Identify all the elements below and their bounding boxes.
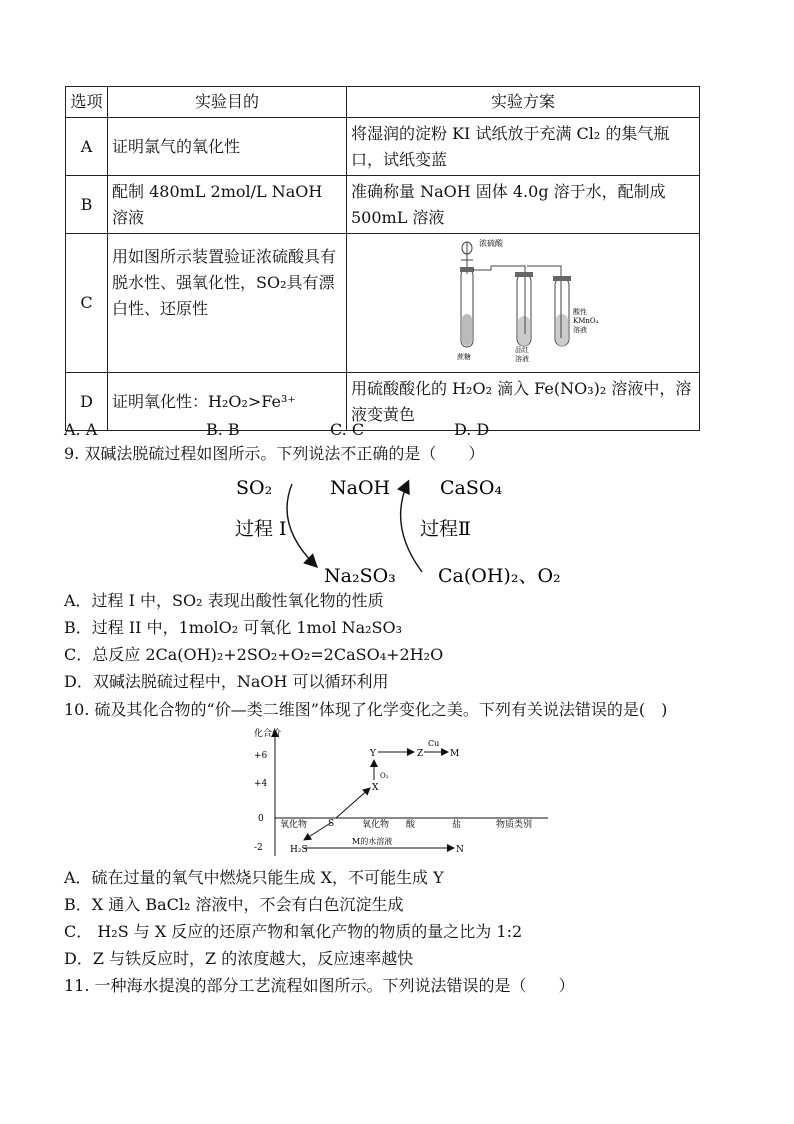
q8-table: [65, 86, 700, 431]
q10-option-b[interactable]: B．X 通入 BaCl₂ 溶液中，不会有白色沉淀生成: [64, 895, 404, 914]
arrow-process-2: [401, 482, 422, 572]
label-pin1: 品红: [515, 346, 529, 354]
q9-option-d[interactable]: D．双碱法脱硫过程中，NaOH 可以循环利用: [64, 672, 389, 691]
point-m: M: [450, 749, 460, 759]
q9-cycle-diagram: [220, 466, 590, 590]
node-naoh: NaOH: [330, 477, 391, 499]
q11-stem: 11. 一种海水提溴的部分工艺流程如图所示。下列说法错误的是（ ）: [64, 976, 575, 995]
node-caoh2: Ca(OH)₂、O₂: [438, 565, 561, 587]
q8-answer-options: [64, 419, 489, 441]
arrow-process-1: [287, 484, 316, 566]
point-h2s: H₂S: [290, 845, 308, 855]
header-plan: 实验方案: [347, 87, 700, 118]
table-row: [66, 176, 700, 234]
label-kmno4-3: 溶液: [573, 326, 587, 334]
q10-option-a[interactable]: A．硫在过量的氧气中燃烧只能生成 X，不可能生成 Y: [64, 868, 444, 887]
y-tick: -2: [254, 843, 263, 853]
point-s: S: [328, 819, 335, 829]
label-kmno4-2: KMnO₄: [573, 317, 599, 325]
y-axis-label: 化合价: [254, 729, 282, 739]
label-o2: O₂: [380, 772, 389, 780]
table-row: [66, 234, 700, 373]
q10-option-c[interactable]: C． H₂S 与 X 反应的还原产物和氧化产物的物质的量之比为 1:2: [64, 922, 523, 941]
row-option: A: [66, 118, 108, 176]
q10-valence-chart: [252, 722, 552, 864]
arrow-s-to-x: [336, 788, 370, 818]
row-purpose: 配制 480mL 2mol/L NaOH 溶液: [108, 176, 347, 234]
label-cu: Cu: [428, 739, 440, 748]
label-process-2: 过程Ⅱ: [420, 518, 471, 540]
row-plan: 将湿润的淀粉 KI 试纸放于充满 Cl₂ 的集气瓶口，试纸变蓝: [347, 118, 700, 176]
apparatus-figure: [347, 234, 700, 373]
node-so2: SO₂: [236, 477, 273, 499]
x-category: 物质类别: [496, 820, 533, 830]
answer-option[interactable]: A. A: [64, 420, 98, 439]
label-m-aq: M的水溶液: [352, 837, 393, 846]
x-category: 氧化物: [362, 820, 390, 830]
label-pin2: 溶液: [515, 355, 529, 363]
point-z: Z: [417, 749, 424, 759]
row-plan: 准确称量 NaOH 固体 4.0g 溶于水，配制成 500mL 溶液: [347, 176, 700, 234]
answer-option[interactable]: B. B: [206, 420, 240, 439]
row-purpose: 证明氧化性：H₂O₂>Fe³⁺: [108, 373, 347, 431]
x-category: 氧化物: [280, 820, 308, 830]
row-option: C: [66, 234, 108, 373]
row-plan: 用硫酸酸化的 H₂O₂ 滴入 Fe(NO₃)₂ 溶液中，溶液变黄色: [347, 373, 700, 431]
point-n: N: [456, 845, 464, 855]
arrow-s-to-h2s: [304, 822, 332, 840]
q10-stem: 10. 硫及其化合物的“价—类二维图”体现了化学变化之美。下列有关说法错误的是( ): [64, 700, 668, 719]
row-option: D: [66, 373, 108, 431]
row-purpose: 用如图所示装置验证浓硫酸具有脱水性、强氧化性，SO₂具有漂白性、还原性: [108, 234, 347, 373]
label-acid: 浓硫酸: [479, 239, 503, 248]
apparatus-svg: [433, 234, 613, 364]
table-row: [66, 118, 700, 176]
answer-option[interactable]: D. D: [454, 420, 490, 439]
answer-option[interactable]: C. C: [330, 420, 365, 439]
row-purpose: 证明氯气的氧化性: [108, 118, 347, 176]
x-category: 盐: [452, 820, 462, 830]
table-header-row: [66, 87, 700, 118]
y-tick: +4: [254, 779, 268, 789]
point-x: X: [372, 783, 379, 793]
label-kmno4-1: 酸性: [573, 308, 587, 316]
q9-option-a[interactable]: A．过程 I 中，SO₂ 表现出酸性氧化物的性质: [64, 591, 384, 610]
q10-option-d[interactable]: D．Z 与铁反应时，Z 的浓度越大，反应速率越快: [64, 949, 414, 968]
node-caso4: CaSO₄: [440, 477, 503, 499]
q9-stem: 9. 双碱法脱硫过程如图所示。下列说法不正确的是（ ）: [64, 444, 485, 463]
x-category: 酸: [406, 820, 416, 830]
point-y: Y: [370, 749, 376, 759]
label-process-1: 过程 I: [235, 518, 287, 540]
row-option: B: [66, 176, 108, 234]
q9-option-b[interactable]: B．过程 II 中，1molO₂ 可氧化 1mol Na₂SO₃: [64, 618, 403, 637]
label-sugar: 蔗糖: [457, 353, 471, 361]
header-purpose: 实验目的: [108, 87, 347, 118]
header-option: 选项: [66, 87, 108, 118]
node-na2so3: Na₂SO₃: [324, 565, 396, 587]
q9-option-c[interactable]: C．总反应 2Ca(OH)₂+2SO₂+O₂=2CaSO₄+2H₂O: [64, 645, 444, 664]
y-tick: +6: [254, 751, 268, 761]
y-tick: 0: [258, 814, 264, 824]
